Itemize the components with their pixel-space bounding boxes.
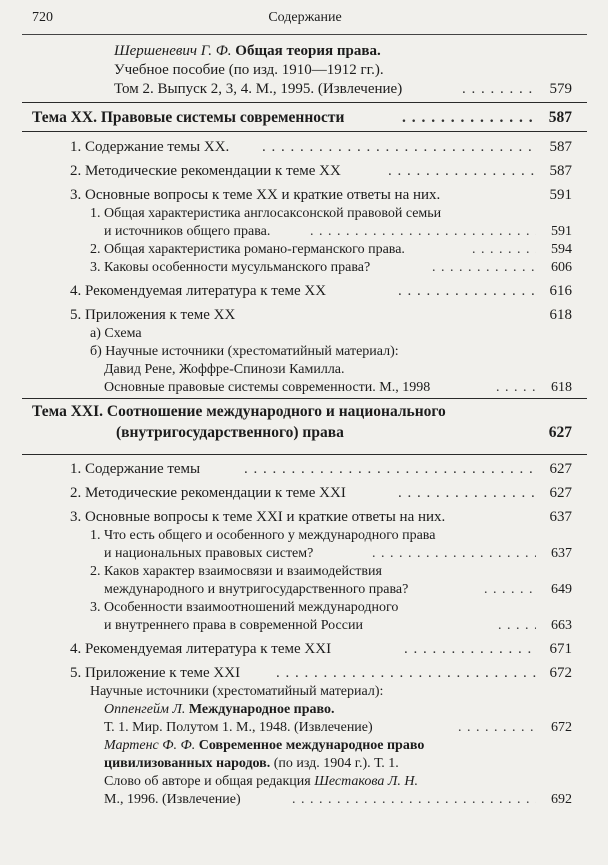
page-ref: 637 (549, 509, 572, 525)
section-rule (22, 454, 587, 455)
toc-subline: а) Схема (90, 326, 142, 341)
toc-line: 3. Основные вопросы к теме XX и краткие ответы на них. 591 (0, 184, 608, 206)
author-name: Шестакова Л. Н. (314, 774, 418, 789)
toc-line: Том 2. Выпуск 2, 3, 4. М., 1995. (Извлечение) . . . 579 (0, 78, 608, 100)
toc-subline: 1. Общая характеристика англосаксонской правовой семьи (90, 206, 442, 221)
page-ref: 671 (549, 641, 572, 657)
page-ref: 663 (551, 618, 572, 633)
dot-leader (262, 136, 536, 158)
author-name: Мартенс Ф. Ф. (104, 738, 196, 753)
page-ref: 618 (549, 307, 572, 323)
page-ref: 692 (551, 792, 572, 807)
toc-line: 1. Содержание темы XX. . . . 587 (0, 136, 608, 158)
toc-subline: б) Научные источники (хрестоматийный материал): (90, 344, 399, 359)
toc-line: 2. Методические рекомендации к теме XX . . . 587 (0, 160, 608, 182)
toc-line: Учебное пособие (по изд. 1910—1912 гг.). (114, 62, 384, 78)
dot-leader (398, 482, 536, 504)
section-rule (22, 131, 587, 132)
toc-line: 5. Приложение к теме XXI . . . 672 (0, 662, 608, 684)
toc-subline: 2. Общая характеристика романо-германского права. . . . 594 (0, 239, 608, 261)
dot-leader (388, 160, 536, 182)
toc-subline: 1. Что есть общего и особенного у международного права (90, 528, 436, 543)
section-rule (22, 398, 587, 399)
toc-subline: цивилизованных народов. (по изд. 1904 г.). Т. 1. (104, 756, 399, 771)
dot-leader (402, 107, 536, 129)
page-ref: 591 (549, 187, 572, 203)
author-name: Оппенгейм Л. (104, 702, 186, 717)
toc-subline: и национальных правовых систем? . . . 637 (0, 543, 608, 565)
page-ref: 587 (549, 139, 572, 155)
page-ref: 649 (551, 582, 572, 597)
toc-line: 5. Приложения к теме XX 618 (0, 304, 608, 326)
toc-subline: Т. 1. Мир. Полутом 1. М., 1948. (Извлечение) . . . 672 (0, 717, 608, 739)
toc-line: 4. Рекомендуемая литература к теме XX . . . 616 (0, 280, 608, 302)
toc-line: 3. Основные вопросы к теме XXI и краткие ответы на них. 637 (0, 506, 608, 528)
toc-subline: Научные источники (хрестоматийный материал): (90, 684, 384, 699)
section-rule (22, 102, 587, 103)
page-ref: 627 (549, 461, 572, 477)
toc-subline: 3. Каковы особенности мусульманского права? . . . 606 (0, 257, 608, 279)
work-title: цивилизованных народов. (104, 756, 271, 771)
page-ref: 587 (548, 109, 572, 126)
page-ref: 606 (551, 260, 572, 275)
dot-leader (498, 615, 536, 637)
toc-line: 1. Содержание темы . . . 627 (0, 458, 608, 480)
page-ref: 618 (551, 380, 572, 395)
dot-leader (432, 257, 536, 279)
author-name: Шершеневич Г. Ф. (114, 43, 232, 59)
toc-subline: 2. Каков характер взаимосвязи и взаимодействия (90, 564, 382, 579)
page-ref: 594 (551, 242, 572, 257)
work-title: Международное право. (185, 702, 335, 717)
topic-heading: Тема XXI. Соотношение международного и национального (32, 403, 446, 420)
dot-leader (462, 78, 536, 100)
topic-heading: Тема XX. Правовые системы современности . . . 587 (0, 107, 608, 129)
page-ref: 587 (549, 163, 572, 179)
dot-leader (292, 789, 536, 811)
page-ref: 627 (548, 424, 572, 441)
page-ref: 637 (551, 546, 572, 561)
page-ref: 672 (551, 720, 572, 735)
work-title: Современное международное право (195, 738, 425, 753)
dot-leader (496, 377, 536, 399)
toc-subline: международного и внутригосударственного права? . . . 649 (0, 579, 608, 601)
toc-subline: Давид Рене, Жоффре-Спинози Камилла. (104, 362, 345, 377)
toc-subline: 3. Особенности взаимоотношений международного (90, 600, 399, 615)
page-ref: 616 (549, 283, 572, 299)
toc-subline: Слово об авторе и общая редакция Шестакова Л. Н. (104, 774, 418, 789)
toc-subline: и внутреннего права в современной России . . . 663 (0, 615, 608, 637)
header-rule (22, 34, 587, 35)
toc-subline: и источников общего права. . . . 591 (0, 221, 608, 243)
toc-line: 2. Методические рекомендации к теме XXI . . . 627 (0, 482, 608, 504)
running-header (0, 10, 608, 30)
running-title: Содержание (268, 10, 342, 25)
page-ref: 579 (549, 81, 572, 97)
dot-leader (404, 638, 536, 660)
page-ref: 672 (549, 665, 572, 681)
dot-leader (244, 458, 536, 480)
page-number: 720 (32, 10, 53, 25)
dot-leader (398, 280, 536, 302)
page-ref: 627 (549, 485, 572, 501)
topic-heading: (внутригосударственного) права 627 (0, 422, 608, 444)
toc-subline: М., 1996. (Извлечение) . . . 692 (0, 789, 608, 811)
toc-subline: Основные правовые системы современности. М., 1998 . . . 618 (0, 377, 608, 399)
page-ref: 591 (551, 224, 572, 239)
work-title: Общая теория права. (231, 43, 381, 59)
toc-line: 4. Рекомендуемая литература к теме XXI . . . 671 (0, 638, 608, 660)
